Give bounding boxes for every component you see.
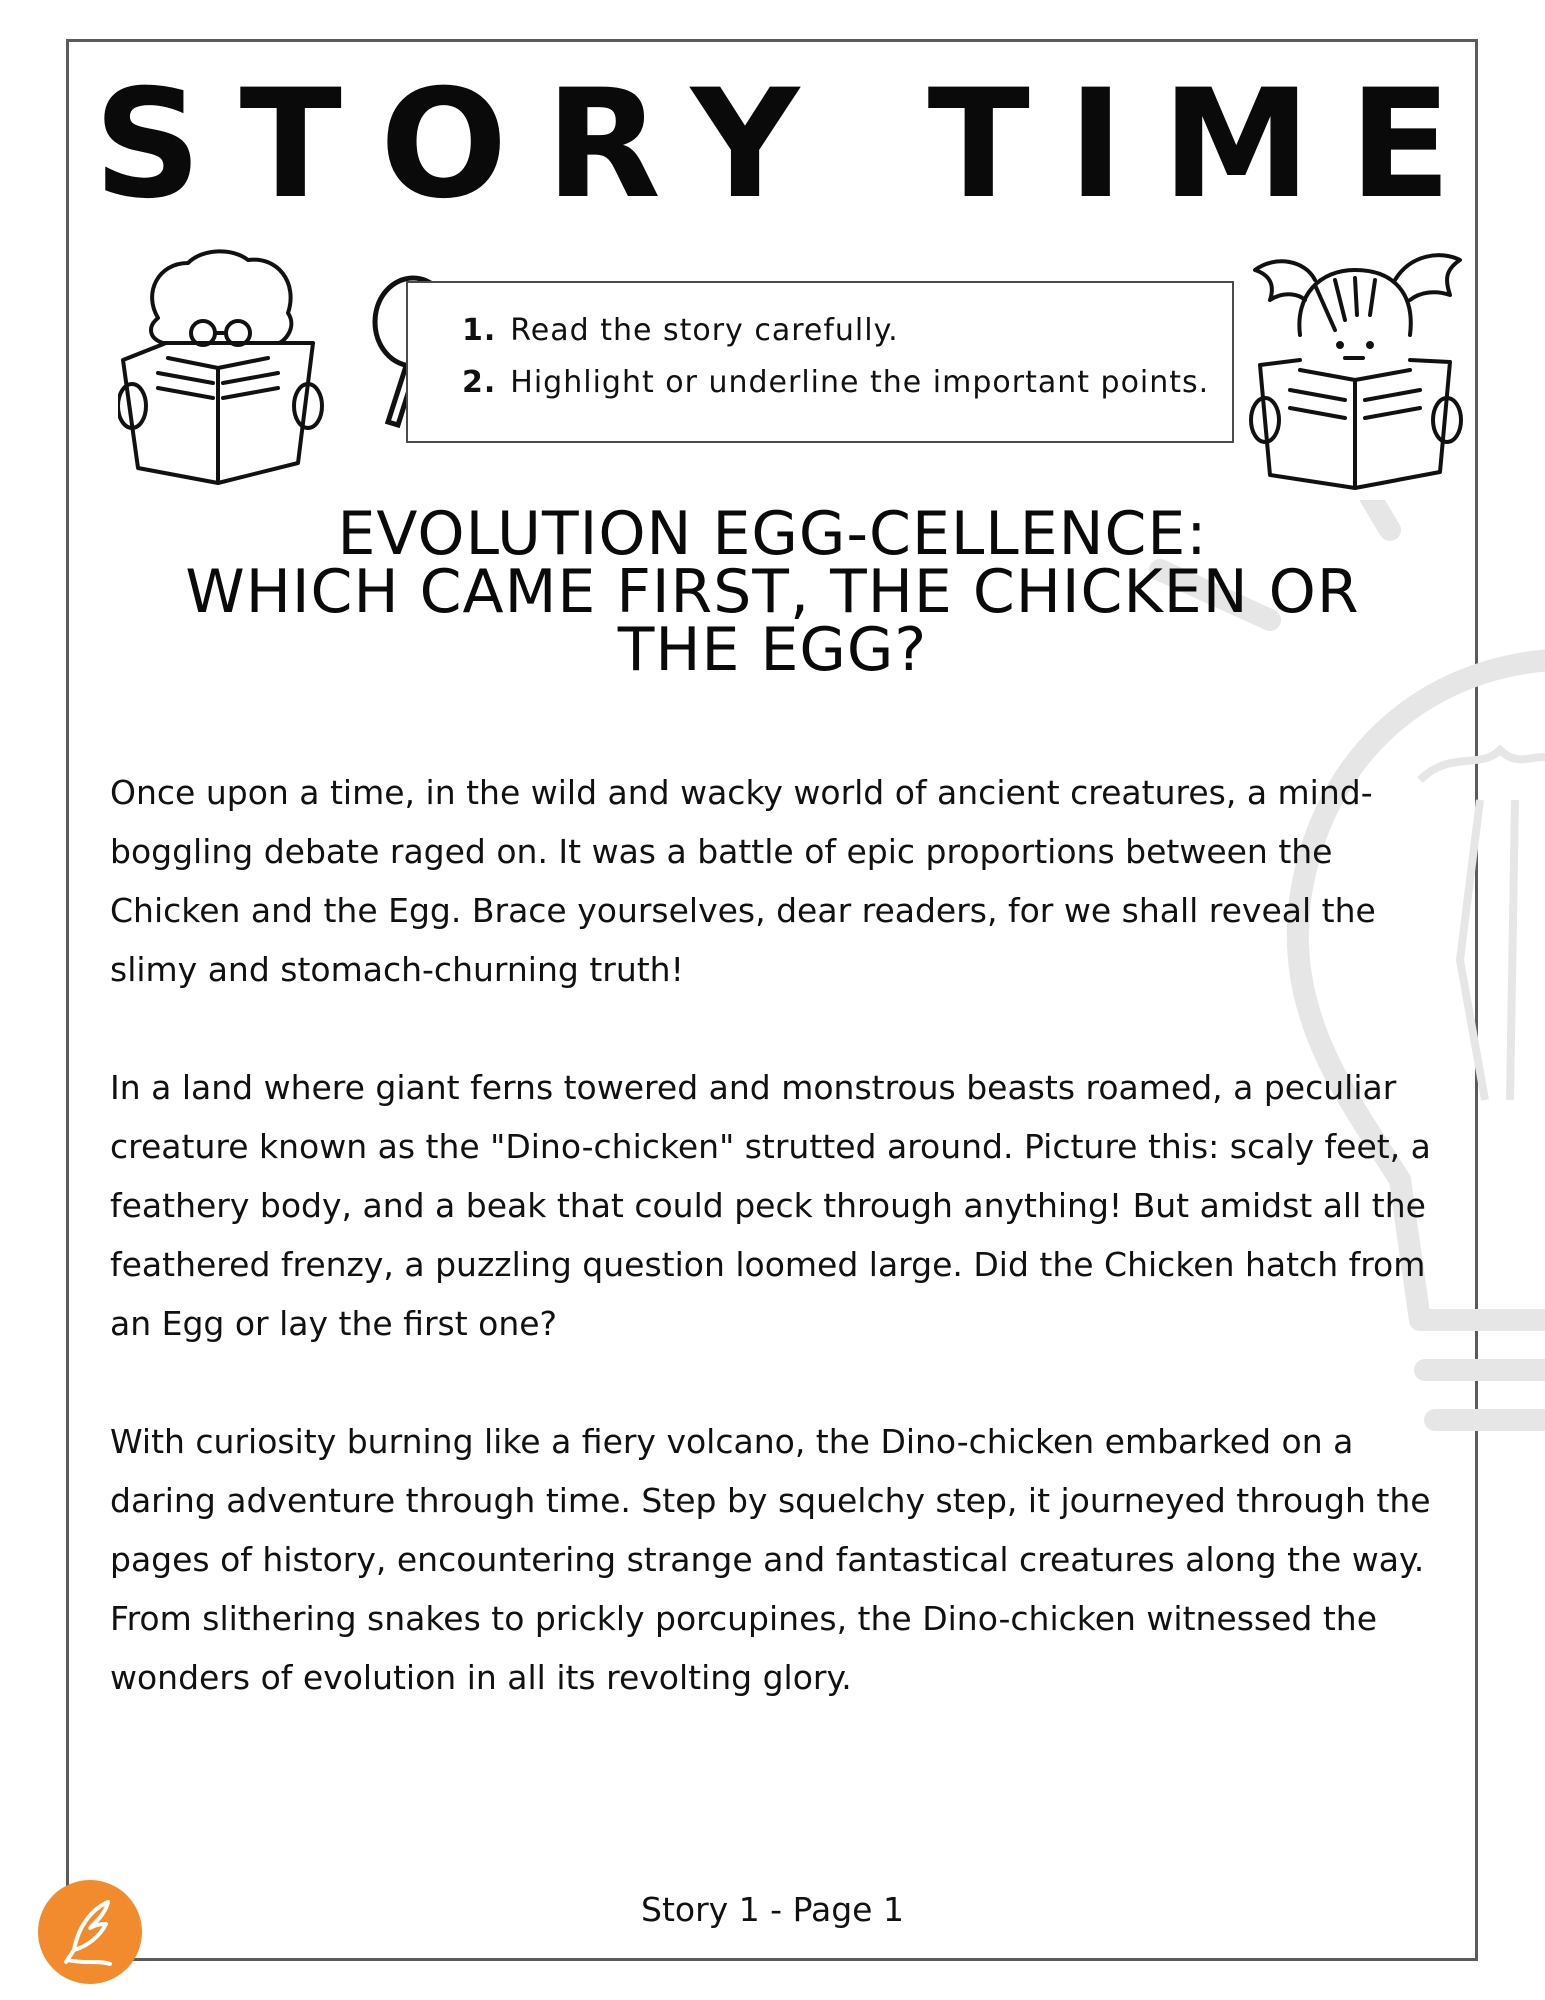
- instruction-item: [462, 313, 899, 348]
- page-number-label: Story 1 - Page 1: [641, 1890, 904, 1929]
- story-title-line: WHICH CAME FIRST, THE CHICKEN OR: [185, 557, 1360, 627]
- story-body: [110, 763, 1450, 1766]
- instruction-number: 2.: [462, 365, 497, 400]
- instruction-text: Read the story carefully.: [510, 313, 899, 348]
- story-title-line: THE EGG?: [617, 615, 928, 685]
- instruction-number: 1.: [462, 313, 497, 348]
- story-paragraph: With curiosity burning like a fiery volcano, the Dino-chicken embarked on a daring adventure through time. Step by squelchy step, it journeyed through the pages of history, encountering strange and fantastical creatures along the way. From slithering snakes to prickly porcupines, the Dino-chicken witnessed the wonders of evolution in all its revolting glory.: [110, 1422, 1431, 1697]
- story-paragraph: In a land where giant ferns towered and monstrous beasts roamed, a peculiar creature known as the "Dino-chicken" strutted around. Picture this: scaly feet, a feathery body, and a beak that could peck through anything! But amidst all the feathered frenzy, a puzzling question loomed large. Did the Chicken hatch from an Egg or lay the first one?: [110, 1068, 1431, 1343]
- instruction-item: [462, 365, 1209, 400]
- story-title-line: EVOLUTION EGG-CELLENCE:: [337, 499, 1208, 569]
- instruction-text: Highlight or underline the important points.: [510, 365, 1210, 400]
- girl-reading-book-icon: [1245, 240, 1465, 490]
- feather-logo-icon: [38, 1880, 142, 1984]
- story-paragraph: Once upon a time, in the wild and wacky world of ancient creatures, a mind-boggling debate raged on. It was a battle of epic proportions between the Chicken and the Egg. Brace yourselves, dear readers, for we shall reveal the slimy and stomach-churning truth!: [110, 773, 1376, 989]
- instructions-box: [406, 281, 1234, 443]
- page-title: STORY TIME: [93, 58, 1490, 232]
- boy-reading-book-icon: [118, 248, 328, 488]
- story-title: [80, 499, 1465, 685]
